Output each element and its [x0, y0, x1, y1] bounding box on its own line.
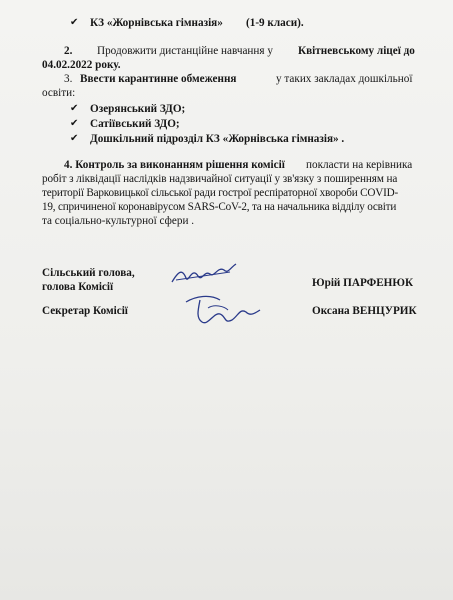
head-signature	[168, 258, 240, 290]
bullet-icon: ✔	[70, 118, 79, 129]
item2-text: Продовжити дистанційне навчання у	[97, 45, 273, 57]
list-item: Озерянський ЗДО;	[90, 103, 186, 115]
item4-line2: робіт з ліквідації наслідків надзвичайної ситуації у зв'язку з поширенням на	[42, 173, 398, 185]
item2-number: 2.	[64, 45, 73, 57]
head-name: Юрій ПАРФЕНЮК	[312, 277, 414, 289]
bullet-icon: ✔	[70, 17, 79, 28]
item3-number: 3.	[64, 73, 73, 85]
item3-line2: освіти:	[42, 87, 76, 99]
head-title-line1: Сільський голова,	[42, 267, 135, 279]
item4-text: покласти на керівника	[306, 159, 413, 171]
item4-heading: 4. Контроль за виконанням рішення комісії	[64, 159, 285, 171]
item2-date: 04.02.2022 року.	[42, 59, 121, 71]
item3-bold: Ввести карантинне обмеження	[80, 73, 237, 85]
item2-bold: Квітневському ліцеї до	[298, 45, 415, 57]
bullet-icon: ✔	[70, 103, 79, 114]
grade-range: (1-9 класи).	[246, 17, 304, 29]
secretary-name: Оксана ВЕНЦУРИК	[312, 305, 417, 317]
item4-line5: та соціально-культурної сфери .	[42, 215, 195, 227]
list-item: Сатіївський ЗДО;	[90, 118, 180, 130]
secretary-signature	[180, 290, 264, 330]
item4-line3: території Варковицької сільської ради гострої респіраторної хвороби COVID-	[42, 187, 399, 199]
list-item: Дошкільний підрозділ КЗ «Жорнівська гімназія» .	[90, 133, 345, 145]
secretary-title: Секретар Комісії	[42, 305, 128, 317]
item4-line4: 19, спричиненої коронавірусом SARS-CoV-2, та на начальника відділу освіти	[42, 201, 397, 213]
bullet-icon: ✔	[70, 133, 79, 144]
school-name: КЗ «Жорнівська гімназія»	[90, 17, 223, 29]
head-title-line2: голова Комісії	[42, 281, 114, 293]
item3-text: у таких закладах дошкільної	[276, 73, 413, 85]
